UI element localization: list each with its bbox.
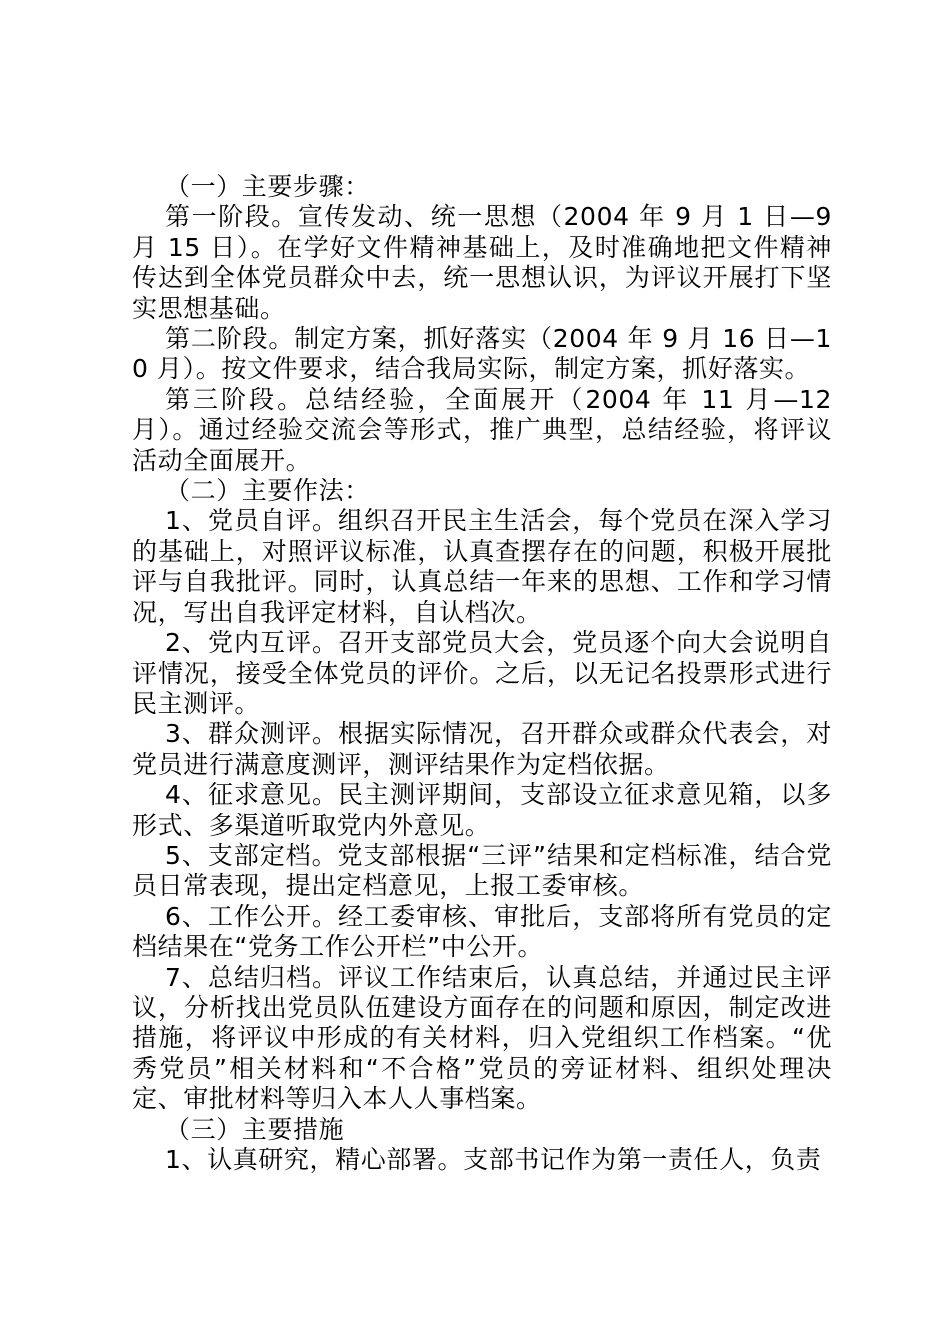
paragraph-method-4: 4、征求意见。民主测评期间，支部设立征求意见箱，以多形式、多渠道听取党内外意见。 [132,780,832,840]
paragraph-method-2: 2、党内互评。召开支部党员大会，党员逐个向大会说明自评情况，接受全体党员的评价。之后，以无记名投票形式进行民主测评。 [132,628,832,718]
paragraph-stage-1: 第一阶段。宣传发动、统一思想（2004 年 9 月 1 日—9 月 15 日）。在学好文件精神基础上，及时准确地把文件精神传达到全体党员群众中去，统一思想认识，为评议开展打下坚实思想基础。 [132,202,832,323]
section-heading-steps: （一）主要步骤： [165,172,370,201]
section-heading-measures: （三）主要措施 [165,1114,345,1144]
paragraph-method-6: 6、工作公开。经工委审核、审批后，支部将所有党员的定档结果在“党务工作公开栏”中公开。 [132,901,832,962]
paragraph-measure-1: 1、认真研究，精心部署。支部书记作为第一责任人，负责 [165,1145,822,1174]
paragraph-method-7: 7、总结归档。评议工作结束后，认真总结，并通过民主评议，分析找出党员队伍建设方面存在的问题和原因，制定改进措施，将评议中形成的有关材料，归入党组织工作档案。“优秀党员”相关材料和“不合格”党员的旁证材料、组织处理决定、审批材料等归入本人人事档案。 [132,962,832,1114]
document-body [132,172,832,1175]
paragraph-stage-2: 第二阶段。制定方案，抓好落实（2004 年 9 月 16 日—10 月）。按文件要求，结合我局实际，制定方案，抓好落实。 [132,324,832,384]
section-heading-methods: （二）主要作法： [165,476,370,506]
paragraph-method-3: 3、群众测评。根据实际情况，召开群众或群众代表会，对党员进行满意度测评，测评结果作为定档依据。 [132,719,832,779]
paragraph-method-5: 5、支部定档。党支部根据“三评”结果和定档标准，结合党员日常表现，提出定档意见，上报工委审核。 [132,840,832,901]
paragraph-method-1: 1、党员自评。组织召开民主生活会，每个党员在深入学习的基础上，对照评议标准，认真查摆存在的问题，积极开展批评与自我批评。同时，认真总结一年来的思想、工作和学习情况，写出自我评定材料，自认档次。 [132,506,832,627]
paragraph-stage-3: 第三阶段。总结经验，全面展开（2004 年 11 月—12 月）。通过经验交流会等形式，推广典型，总结经验，将评议活动全面展开。 [132,384,832,475]
